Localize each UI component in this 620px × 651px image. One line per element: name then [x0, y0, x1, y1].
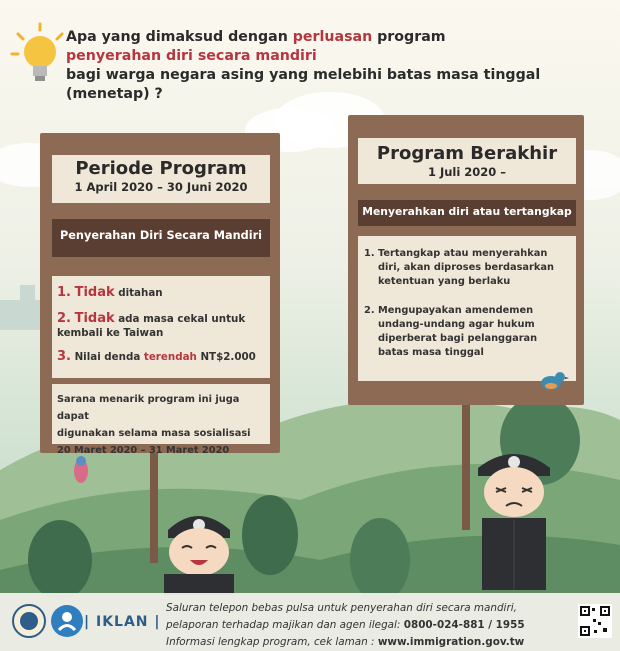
question-text-part: Apa yang dimaksud dengan — [66, 29, 293, 45]
item-text: Nilai denda — [70, 351, 144, 363]
right-list-item — [364, 304, 574, 360]
qr-code-icon[interactable] — [578, 604, 612, 638]
item-highlight: terendah — [143, 351, 197, 363]
left-title: Periode Program — [75, 158, 247, 179]
note-dates: 20 Maret 2020 – 31 Maret 2020 — [57, 445, 230, 456]
left-list-item — [57, 350, 267, 364]
officer-character-left — [150, 500, 250, 595]
item-text: Tertangkap atau menyerahkan — [377, 248, 548, 259]
agency-logo — [50, 604, 84, 638]
right-subheading: Menyerahkan diri atau tertangkap — [362, 205, 572, 218]
item-text: diri, akan diproses berdasarkan — [378, 262, 554, 273]
item-text: NT$2.000 — [196, 351, 256, 363]
hotline-number: 0800-024-881 / 1955 — [403, 619, 525, 631]
item-text: kembali ke Taiwan — [57, 327, 164, 339]
left-list-item — [57, 286, 267, 300]
parrot-icon — [70, 455, 92, 489]
question-text-part: program — [372, 29, 446, 45]
footer-text — [166, 600, 576, 651]
item-number: 1. — [57, 285, 71, 300]
footer-text-part: Informasi lengkap program, cek laman : — [166, 636, 378, 648]
right-dates: 1 Juli 2020 – — [427, 165, 507, 179]
question-highlight: perluasan — [292, 29, 373, 45]
bird-icon — [537, 367, 569, 395]
footer-line: Saluran telepon bebas pulsa untuk penyerahan diri secara mandiri, — [166, 602, 517, 614]
item-text: undang-undang agar hukum — [378, 319, 535, 330]
left-subheading: Penyerahan Diri Secara Mandiri — [59, 229, 263, 242]
item-text: ada masa cekal untuk — [114, 313, 246, 325]
question-text — [66, 28, 614, 104]
footer-line — [166, 617, 576, 634]
left-list-item — [57, 312, 267, 340]
website-link[interactable]: www.immigration.gov.tw — [377, 636, 525, 648]
immigration-seal-logo — [12, 604, 46, 638]
officer-character-right — [470, 440, 560, 590]
question-line-2: penyerahan diri secara mandiri — [66, 48, 317, 64]
note-line: Sarana menarik program ini juga dapat — [57, 394, 240, 422]
item-text: ditahan — [114, 287, 163, 299]
left-dates: 1 April 2020 – 30 Juni 2020 — [74, 180, 248, 194]
item-text: batas masa tinggal — [378, 347, 484, 358]
ad-label: | IKLAN | — [84, 614, 161, 630]
item-text: diperberat bagi pelanggaran — [378, 333, 538, 344]
question-line-1 — [66, 28, 614, 47]
right-sign-pole — [462, 405, 470, 530]
footer-line — [166, 634, 576, 651]
right-title: Program Berakhir — [376, 143, 558, 164]
item-text: Mengupayakan amendemen — [377, 305, 534, 316]
item-number: 1. — [364, 248, 375, 259]
footer-text-part: pelaporan terhadap majikan dan agen ilegal: — [166, 619, 404, 631]
question-header — [0, 0, 620, 102]
item-number: 2. — [57, 311, 71, 326]
item-highlight: Tidak — [74, 285, 115, 300]
lightbulb-icon — [10, 22, 70, 84]
question-line-3: bagi warga negara asing yang melebihi batas masa tinggal (menetap) ? — [66, 67, 541, 102]
note-line: digunakan selama masa sosialisasi — [57, 428, 251, 439]
left-note — [57, 391, 267, 459]
right-list-item — [364, 247, 574, 289]
item-number: 2. — [364, 305, 375, 316]
item-text: ketentuan yang berlaku — [378, 276, 511, 287]
item-number: 3. — [57, 349, 71, 364]
item-highlight: Tidak — [74, 311, 115, 326]
